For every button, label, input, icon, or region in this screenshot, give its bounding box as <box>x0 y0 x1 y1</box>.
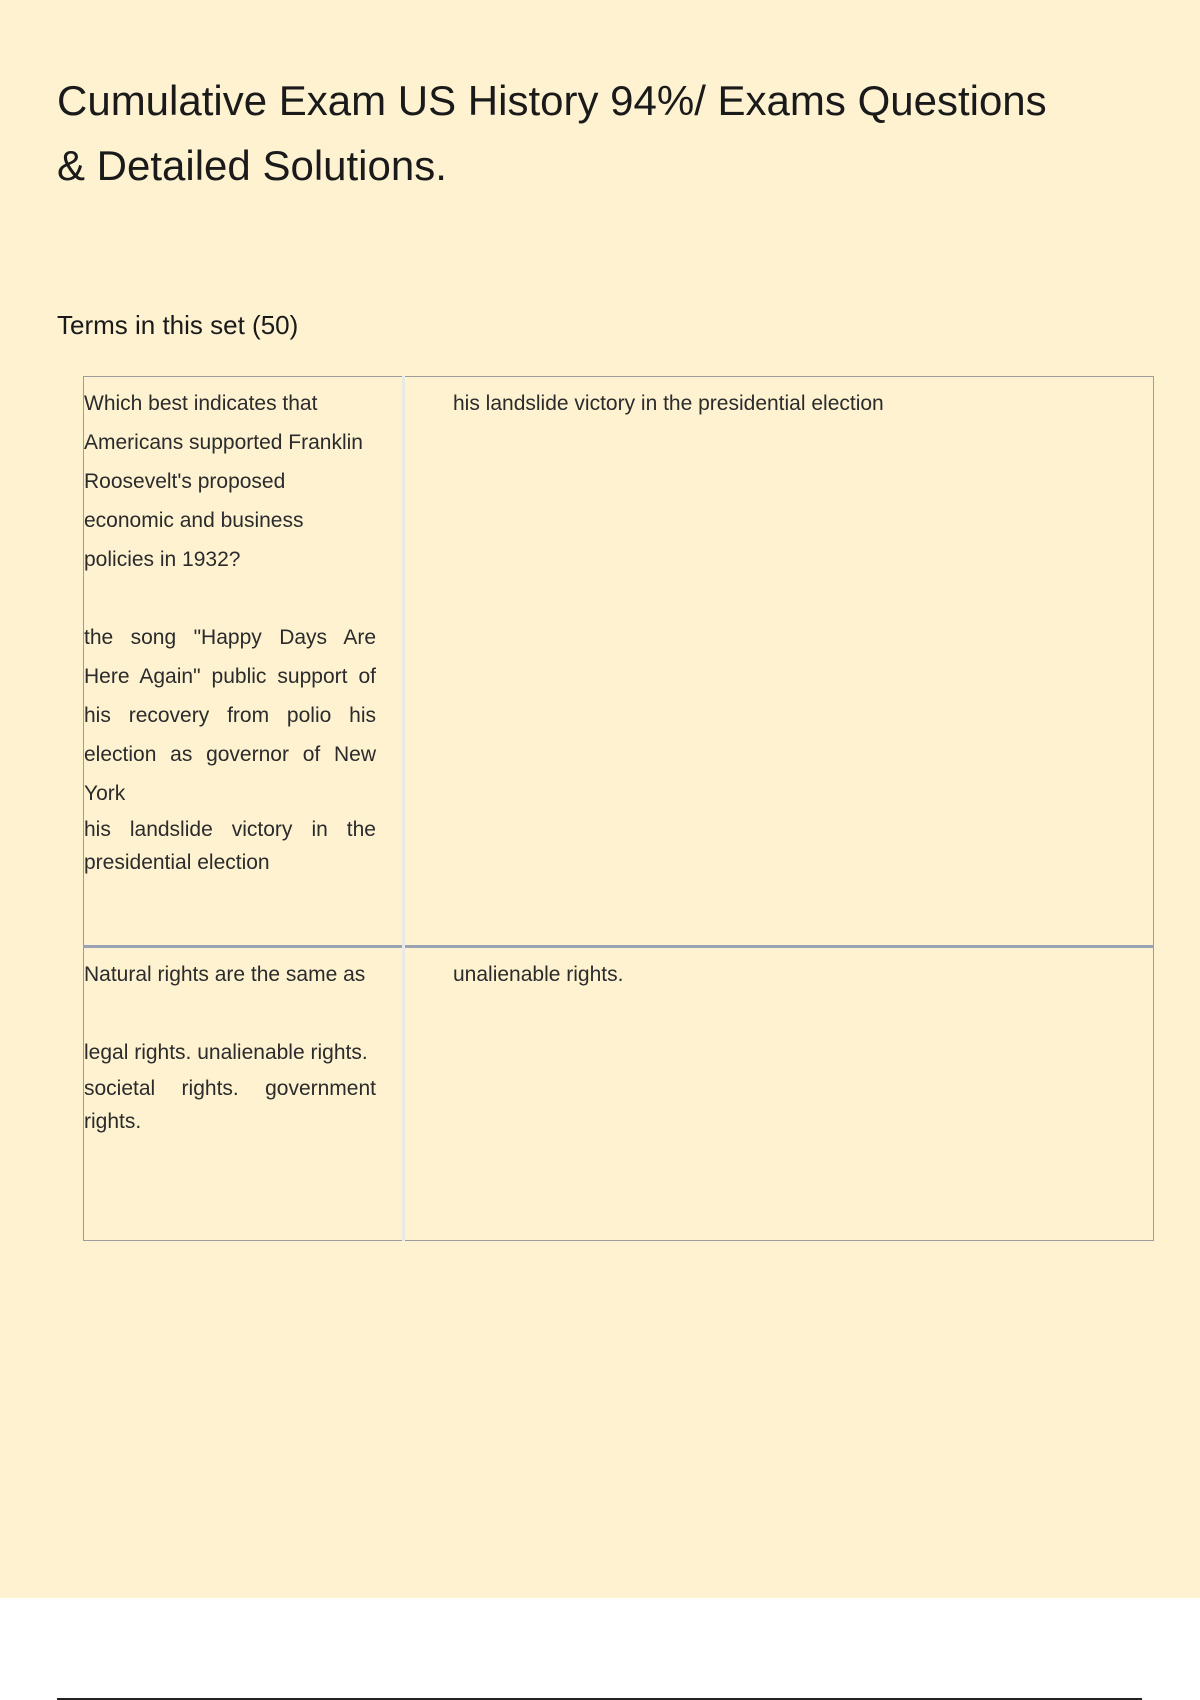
document-title-line-2: & Detailed Solutions. <box>57 142 447 189</box>
definition-cell <box>404 947 1154 1241</box>
term-cell <box>84 377 404 947</box>
answer-options-tail: his landslide victory in the presidential election <box>84 818 376 874</box>
definition-cell <box>404 377 1154 947</box>
answer-options <box>84 618 376 879</box>
answer-text: his landslide victory in the presidential election <box>453 392 884 415</box>
term-card <box>84 377 1154 947</box>
document-title <box>57 68 1137 198</box>
document-title-line-1: Cumulative Exam US History 94%/ Exams Questions <box>57 77 1047 124</box>
answer-options-text: the song "Happy Days Are Here Again" public support of his recovery from polio his election as governor of New York <box>84 626 376 805</box>
question-text: Natural rights are the same as <box>84 963 366 986</box>
answer-options <box>84 1033 376 1138</box>
question-text: Which best indicates that Americans supported Franklin Roosevelt's proposed economic and business policies in 1932? <box>84 392 363 571</box>
term-cell <box>84 947 404 1241</box>
term-card <box>84 947 1154 1241</box>
terms-table <box>83 376 1154 1241</box>
terms-heading: Terms in this set (50) <box>57 310 299 340</box>
answer-options-text: legal rights. unalienable rights. <box>84 1041 368 1064</box>
answer-text: unalienable rights. <box>453 963 624 986</box>
answer-options-tail: societal rights. government rights. <box>84 1077 376 1133</box>
